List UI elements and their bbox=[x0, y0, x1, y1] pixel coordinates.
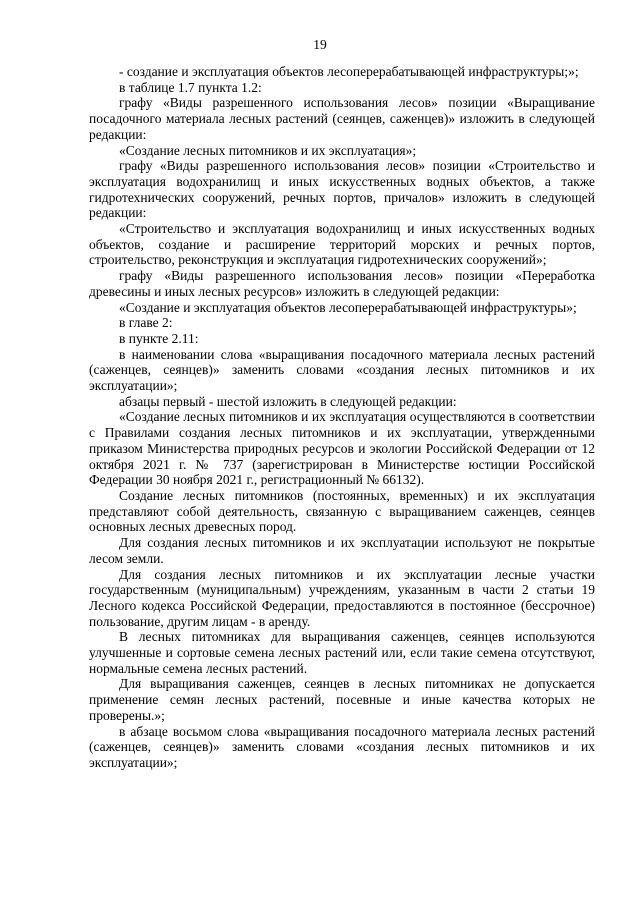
paragraph-2: в таблице 1.7 пункта 1.2: bbox=[119, 79, 262, 95]
paragraph-14: Создание лесных питомников (постоянных, временных) и их эксплуатация представляют собой деятельность, связанную с выращиванием саженцев, сеянцев основных лесных древесных пород. bbox=[89, 487, 595, 535]
paragraph-15: Для создания лесных питомников и их эксплуатации используют не покрытые лесом земли. bbox=[89, 535, 595, 566]
paragraph-10: в пункте 2.11: bbox=[119, 330, 199, 346]
paragraph-3: графу «Виды разрешенного использования лесов» позиции «Выращивание посадочного материала лесных растений (сеянцев, саженцев)» изложить в следующей редакции: bbox=[89, 95, 595, 142]
paragraph-6: «Строительство и эксплуатация водохранилищ и иных искусственных водных объектов, создание и расширение территорий морских и речных портов, строительство, реконструкция и эксплуатация гидротехнических сооружений»; bbox=[89, 221, 595, 268]
paragraph-8: «Создание и эксплуатация объектов лесоперерабатывающей инфраструктуры»; bbox=[119, 299, 577, 315]
paragraph-16: Для создания лесных питомников и их эксплуатации лесные участки государственным (муниципальным) учреждениям, указанным в части 2 статьи 19 Лесного кодекса Российской Федерации, предоставляются в постоянное (бессрочное) пользование, другим лицам - в аренду. bbox=[89, 566, 595, 629]
document-body bbox=[89, 64, 595, 771]
paragraph-4: «Создание лесных питомников и их эксплуатация»; bbox=[119, 142, 417, 158]
paragraph-12: абзацы первый - шестой изложить в следующей редакции: bbox=[119, 393, 457, 409]
paragraph-5: графу «Виды разрешенного использования лесов» позиции «Строительство и эксплуатация водохранилищ и иных искусственных водных объектов, а также гидротехнических сооружений, речных портов, причалов» изложить в следующей редакции: bbox=[89, 158, 595, 221]
paragraph-11: в наименовании слова «выращивания посадочного материала лесных растений (саженцев, сеянцев)» заменить словами «создания лесных питомников и их эксплуатации»; bbox=[89, 346, 595, 394]
paragraph-19: в абзаце восьмом слова «выращивания посадочного материала лесных растений (саженцев, сеянцев)» заменить словами «создания лесных питомников и их эксплуатации»; bbox=[89, 723, 595, 770]
paragraph-17: В лесных питомниках для выращивания саженцев, сеянцев используются улучшенные и сортовые семена лесных растений или, если такие семена отсутствуют, нормальные семена лесных растений. bbox=[89, 629, 595, 676]
paragraph-13: «Создание лесных питомников и их эксплуатация осуществляются в соответствии с Правилами создания лесных питомников и их эксплуатации, утвержденными приказом Министерства природных ресурсов и экологии Российской Федерации от 12 октября 2021 г. № 737 (зарегистрирован в Министерстве юстиции Российской Федерации 30 ноября 2021 г., регистрационный № 66132). bbox=[89, 409, 595, 488]
paragraph-9: в главе 2: bbox=[119, 315, 173, 331]
paragraph-7: графу «Виды разрешенного использования лесов» позиции «Переработка древесины и иных лесных ресурсов» изложить в следующей редакции: bbox=[89, 268, 595, 299]
page-number: 19 bbox=[313, 37, 327, 52]
paragraph-1: - создание и эксплуатация объектов лесоперерабатывающей инфраструктуры;»; bbox=[119, 64, 579, 79]
paragraph-18: Для выращивания саженцев, сеянцев в лесных питомниках не допускается применение семян лесных растений, посевные и иные качества которых не проверены.»; bbox=[89, 676, 595, 723]
